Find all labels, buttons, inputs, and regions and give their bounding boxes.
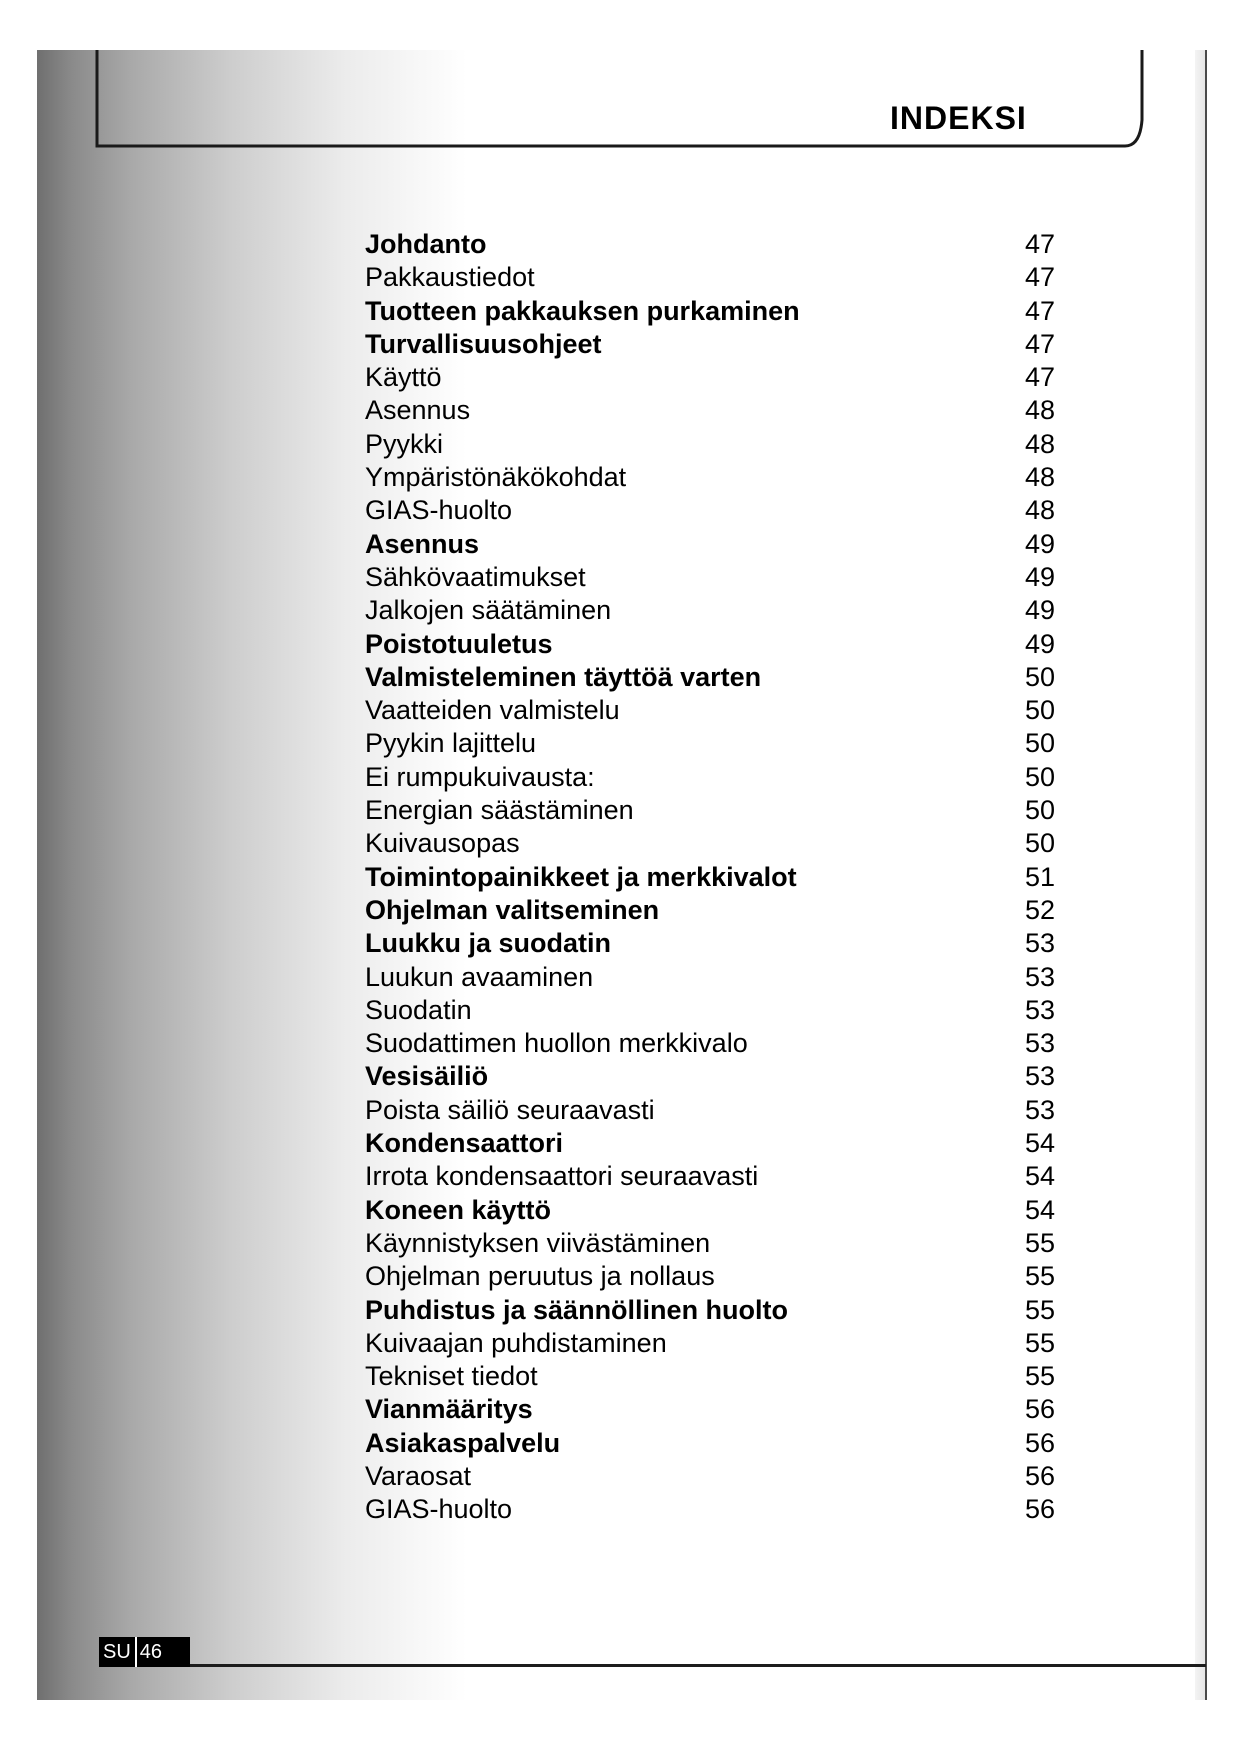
toc-entry-page: 55 — [1024, 1261, 1055, 1292]
toc-entry-page: 55 — [1024, 1227, 1055, 1258]
toc-entry-title: Poista säiliö seuraavasti — [365, 1094, 655, 1125]
toc-entry — [365, 1127, 1055, 1160]
toc-entry-title: Puhdistus ja säännöllinen huolto — [365, 1294, 789, 1325]
toc-entry-title: Ei rumpukuivausta: — [365, 761, 595, 792]
toc-entry-page: 49 — [1024, 528, 1055, 559]
page-title: INDEKSI — [890, 100, 1027, 136]
toc-entry-title: Tekniset tiedot — [365, 1361, 538, 1392]
toc-entry-page: 47 — [1024, 328, 1055, 359]
toc-entry-title: Varaosat — [365, 1460, 472, 1491]
toc-entry-title: Ohjelman peruutus ja nollaus — [365, 1261, 715, 1292]
toc-entry-title: Pyykin lajittelu — [365, 728, 537, 759]
toc-entry-title: Käyttö — [365, 362, 442, 393]
toc-entry-title: Tuotteen pakkauksen purkaminen — [365, 295, 800, 326]
toc-entry — [365, 394, 1055, 427]
toc-entry — [365, 295, 1055, 328]
toc-entry-page: 49 — [1024, 561, 1055, 592]
toc-entry — [365, 594, 1055, 627]
toc-entry-page: 47 — [1024, 362, 1055, 393]
toc-entry — [365, 261, 1055, 294]
toc-entry-page: 56 — [1024, 1494, 1055, 1525]
toc-entry — [365, 1294, 1055, 1327]
toc-entry — [365, 1260, 1055, 1293]
toc-entry-title: Vaatteiden valmistelu — [365, 695, 620, 726]
footer-rule — [185, 1664, 1206, 1667]
toc-entry-title: Jalkojen säätäminen — [365, 595, 612, 626]
toc-entry-title: Toimintopainikkeet ja merkkivalot — [365, 861, 797, 892]
toc-entry-page: 48 — [1024, 462, 1055, 493]
toc-entry-page: 55 — [1024, 1294, 1055, 1325]
toc-entry-page: 53 — [1024, 994, 1055, 1025]
toc-entry-page: 53 — [1024, 961, 1055, 992]
toc-entry-title: GIAS-huolto — [365, 495, 513, 526]
toc-entry — [365, 927, 1055, 960]
footer-page-badge — [99, 1637, 190, 1667]
toc-entry-title: GIAS-huolto — [365, 1494, 513, 1525]
toc-entry — [365, 1060, 1055, 1093]
toc-entry-title: Pyykki — [365, 428, 444, 459]
toc-entry-title: Johdanto — [365, 229, 487, 259]
toc-entry — [365, 228, 1055, 261]
toc-entry-page: 55 — [1024, 1327, 1055, 1358]
toc-entry-title: Luukun avaaminen — [365, 961, 594, 992]
toc-entry — [365, 1393, 1055, 1426]
toc-entry — [365, 1027, 1055, 1060]
toc-entry-page: 56 — [1024, 1460, 1055, 1491]
toc-entry-page: 53 — [1024, 1094, 1055, 1125]
toc-entry-title: Asennus — [365, 395, 471, 426]
toc-entry-title: Vesisäiliö — [365, 1061, 489, 1092]
toc-entry-title: Kuivaajan puhdistaminen — [365, 1327, 667, 1358]
toc-entry-page: 50 — [1024, 828, 1055, 859]
toc-entry-page: 56 — [1024, 1394, 1055, 1425]
toc-entry — [365, 761, 1055, 794]
toc-entry-title: Asennus — [365, 528, 480, 559]
toc-entry-page: 49 — [1024, 628, 1055, 659]
toc-entry — [365, 428, 1055, 461]
toc-entry-title: Valmisteleminen täyttöä varten — [365, 661, 762, 692]
toc-entry-page: 47 — [1024, 229, 1055, 259]
toc-entry — [365, 794, 1055, 827]
toc-entry-page: 48 — [1024, 428, 1055, 459]
toc-entry — [365, 1327, 1055, 1360]
toc-entry — [365, 1360, 1055, 1393]
header-frame — [0, 0, 1241, 160]
toc-entry-page: 50 — [1024, 728, 1055, 759]
toc-entry-page: 50 — [1024, 761, 1055, 792]
toc-entry-title: Suodatin — [365, 994, 472, 1025]
right-edge-strip — [1195, 50, 1205, 1700]
toc-entry-title: Pakkaustiedot — [365, 262, 535, 293]
toc-entry-page: 50 — [1024, 661, 1055, 692]
toc-entry-title: Turvallisuusohjeet — [365, 328, 602, 359]
toc-entry — [365, 561, 1055, 594]
toc-entry-title: Asiakaspalvelu — [365, 1427, 561, 1458]
toc-entry-title: Vianmääritys — [365, 1394, 533, 1425]
toc-entry-title: Ympäristönäkökohdat — [365, 462, 627, 493]
toc-entry-page: 48 — [1024, 395, 1055, 426]
toc-entry-page: 53 — [1024, 1028, 1055, 1059]
toc-entry-title: Ohjelman valitseminen — [365, 894, 660, 925]
toc-entry — [365, 361, 1055, 394]
toc-entry — [365, 494, 1055, 527]
toc-entry — [365, 1194, 1055, 1227]
toc-entry — [365, 827, 1055, 860]
toc-entry-page: 53 — [1024, 1061, 1055, 1092]
toc-entry-page: 52 — [1024, 894, 1055, 925]
toc-entry — [365, 894, 1055, 927]
toc-entry-title: Käynnistyksen viivästäminen — [365, 1227, 711, 1258]
toc-entry-title: Kuivausopas — [365, 828, 520, 859]
toc-entry-title: Irrota kondensaattori seuraavasti — [365, 1161, 759, 1192]
toc-entry-page: 54 — [1024, 1161, 1055, 1192]
toc-entry — [365, 1427, 1055, 1460]
toc-entry-page: 47 — [1024, 262, 1055, 293]
toc-entry-page: 53 — [1024, 928, 1055, 959]
toc-entry — [365, 628, 1055, 661]
toc-entry — [365, 528, 1055, 561]
toc-entry — [365, 1160, 1055, 1193]
toc-entry — [365, 328, 1055, 361]
toc-entry-page: 54 — [1024, 1194, 1055, 1225]
toc-entry — [365, 994, 1055, 1027]
toc-entry — [365, 727, 1055, 760]
toc-entry-title: Sähkövaatimukset — [365, 561, 586, 592]
toc-entry-page: 56 — [1024, 1427, 1055, 1458]
toc-entry — [365, 694, 1055, 727]
toc-entry-page: 47 — [1024, 295, 1055, 326]
toc-entry-page: 55 — [1024, 1361, 1055, 1392]
toc-entry-title: Koneen käyttö — [365, 1194, 552, 1225]
toc-entry-title: Kondensaattori — [365, 1128, 564, 1159]
toc-entry — [365, 1493, 1055, 1526]
toc-entry-title: Energian säästäminen — [365, 795, 634, 826]
toc-entry-page: 49 — [1024, 595, 1055, 626]
toc-entry-page: 51 — [1024, 861, 1055, 892]
toc-entry-title: Poistotuuletus — [365, 628, 553, 659]
toc-entry-page: 48 — [1024, 495, 1055, 526]
toc-entry-page: 50 — [1024, 695, 1055, 726]
right-edge-rule — [1205, 50, 1207, 1700]
toc-entry-title: Luukku ja suodatin — [365, 928, 612, 959]
language-code: SU — [103, 1641, 131, 1663]
table-of-contents — [365, 228, 1055, 1527]
toc-entry-page: 50 — [1024, 795, 1055, 826]
toc-entry-title: Suodattimen huollon merkkivalo — [365, 1028, 748, 1059]
toc-entry — [365, 1460, 1055, 1493]
toc-entry-page: 54 — [1024, 1128, 1055, 1159]
page-number: 46 — [139, 1641, 163, 1663]
toc-entry — [365, 461, 1055, 494]
toc-entry — [365, 1094, 1055, 1127]
toc-entry — [365, 661, 1055, 694]
toc-entry — [365, 861, 1055, 894]
toc-entry — [365, 961, 1055, 994]
toc-entry — [365, 1227, 1055, 1260]
